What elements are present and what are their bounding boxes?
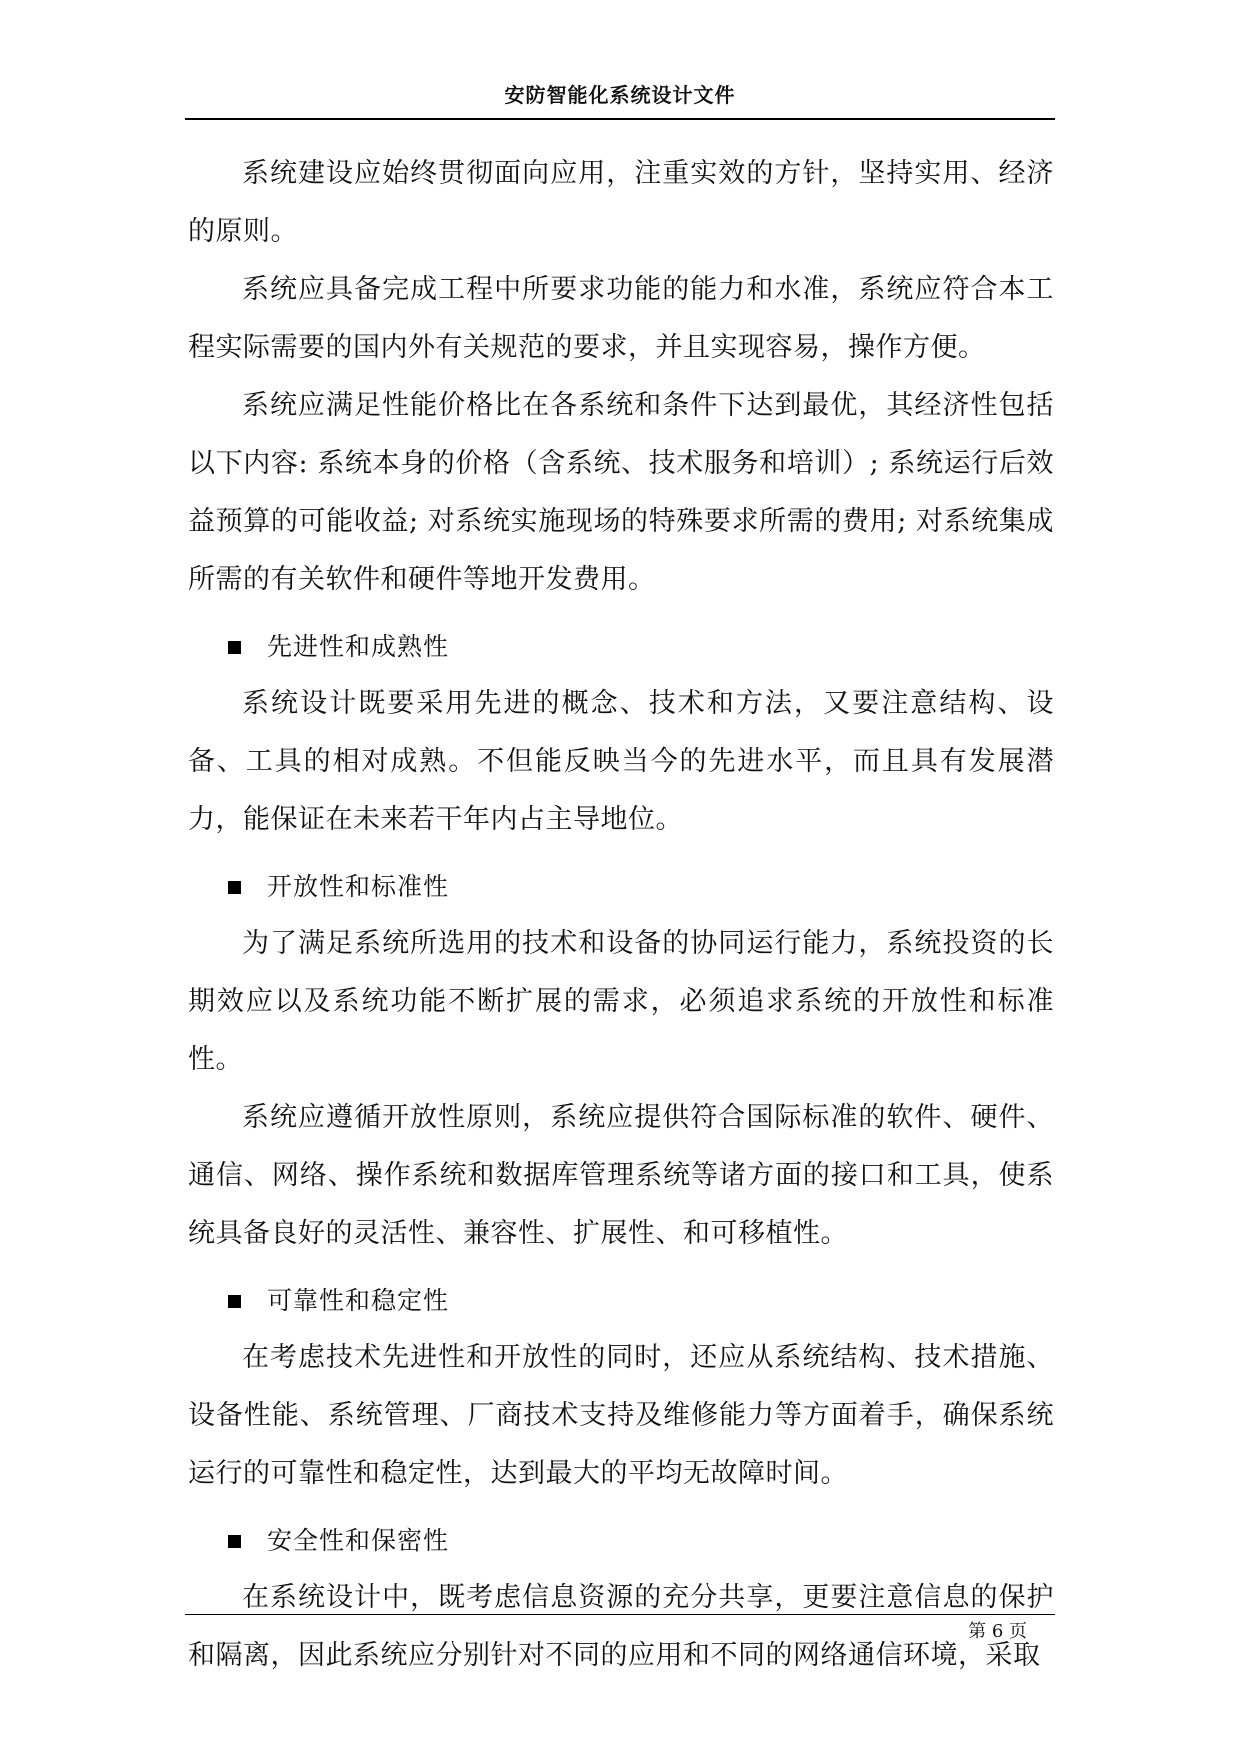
paragraph-open-1: 为了满足系统所选用的技术和设备的协同运行能力，系统投资的长期效应以及系统功能不断扩展的需求，必须追求系统的开放性和标准性。: [188, 928, 1054, 1075]
paragraph-advanced: 系统设计既要采用先进的概念、技术和方法，又要注意结构、设备、工具的相对成熟。不但能反映当今的先进水平，而且具有发展潜力，能保证在未来若干年内占主导地位。: [188, 688, 1054, 835]
document-title: 安防智能化系统设计文件: [504, 83, 736, 107]
section-heading-label: 安全性和保密性: [267, 1526, 450, 1555]
page-body: [188, 145, 1054, 1685]
section-heading-open: [188, 859, 1054, 915]
bullet-square-icon: [228, 1535, 241, 1548]
paragraph-open-2: 系统应遵循开放性原则，系统应提供符合国际标准的软件、硬件、通信、网络、操作系统和数据库管理系统等诸方面的接口和工具，使系统具备良好的灵活性、兼容性、扩展性、和可移植性。: [188, 1102, 1054, 1249]
footer-divider: [185, 1614, 1055, 1615]
page-number: 第 6 页: [968, 1621, 1027, 1642]
section-heading-label: 先进性和成熟性: [267, 632, 450, 661]
section-heading-label: 可靠性和稳定性: [267, 1286, 450, 1315]
paragraph-economy: 系统应满足性能价格比在各系统和条件下达到最优，其经济性包括以下内容: 系统本身的价格（含系统、技术服务和培训）; 系统运行后效益预算的可能收益; 对系统实施现场的特殊要求所需的费用; 对系统集成所需的有关软件和硬件等地开发费用。: [188, 390, 1054, 595]
paragraph-reliability: 在考虑技术先进性和开放性的同时，还应从系统结构、技术措施、设备性能、系统管理、厂商技术支持及维修能力等方面着手，确保系统运行的可靠性和稳定性，达到最大的平均无故障时间。: [188, 1342, 1054, 1489]
paragraph-capability: 系统应具备完成工程中所要求功能的能力和水准，系统应符合本工程实际需要的国内外有关规范的要求，并且实现容易，操作方便。: [188, 274, 1054, 363]
section-heading-security: [188, 1513, 1054, 1569]
bullet-square-icon: [228, 641, 241, 654]
paragraph-security: 在系统设计中，既考虑信息资源的充分共享，更要注意信息的保护和隔离，因此系统应分别针对不同的应用和不同的网络通信环境，采取: [188, 1582, 1054, 1671]
section-heading-advanced: [188, 619, 1054, 675]
bullet-square-icon: [228, 881, 241, 894]
bullet-square-icon: [228, 1295, 241, 1308]
page-header: [185, 84, 1055, 120]
section-heading-label: 开放性和标准性: [267, 872, 450, 901]
section-heading-reliability: [188, 1273, 1054, 1329]
paragraph-practicality: 系统建设应始终贯彻面向应用，注重实效的方针，坚持实用、经济的原则。: [188, 158, 1054, 247]
